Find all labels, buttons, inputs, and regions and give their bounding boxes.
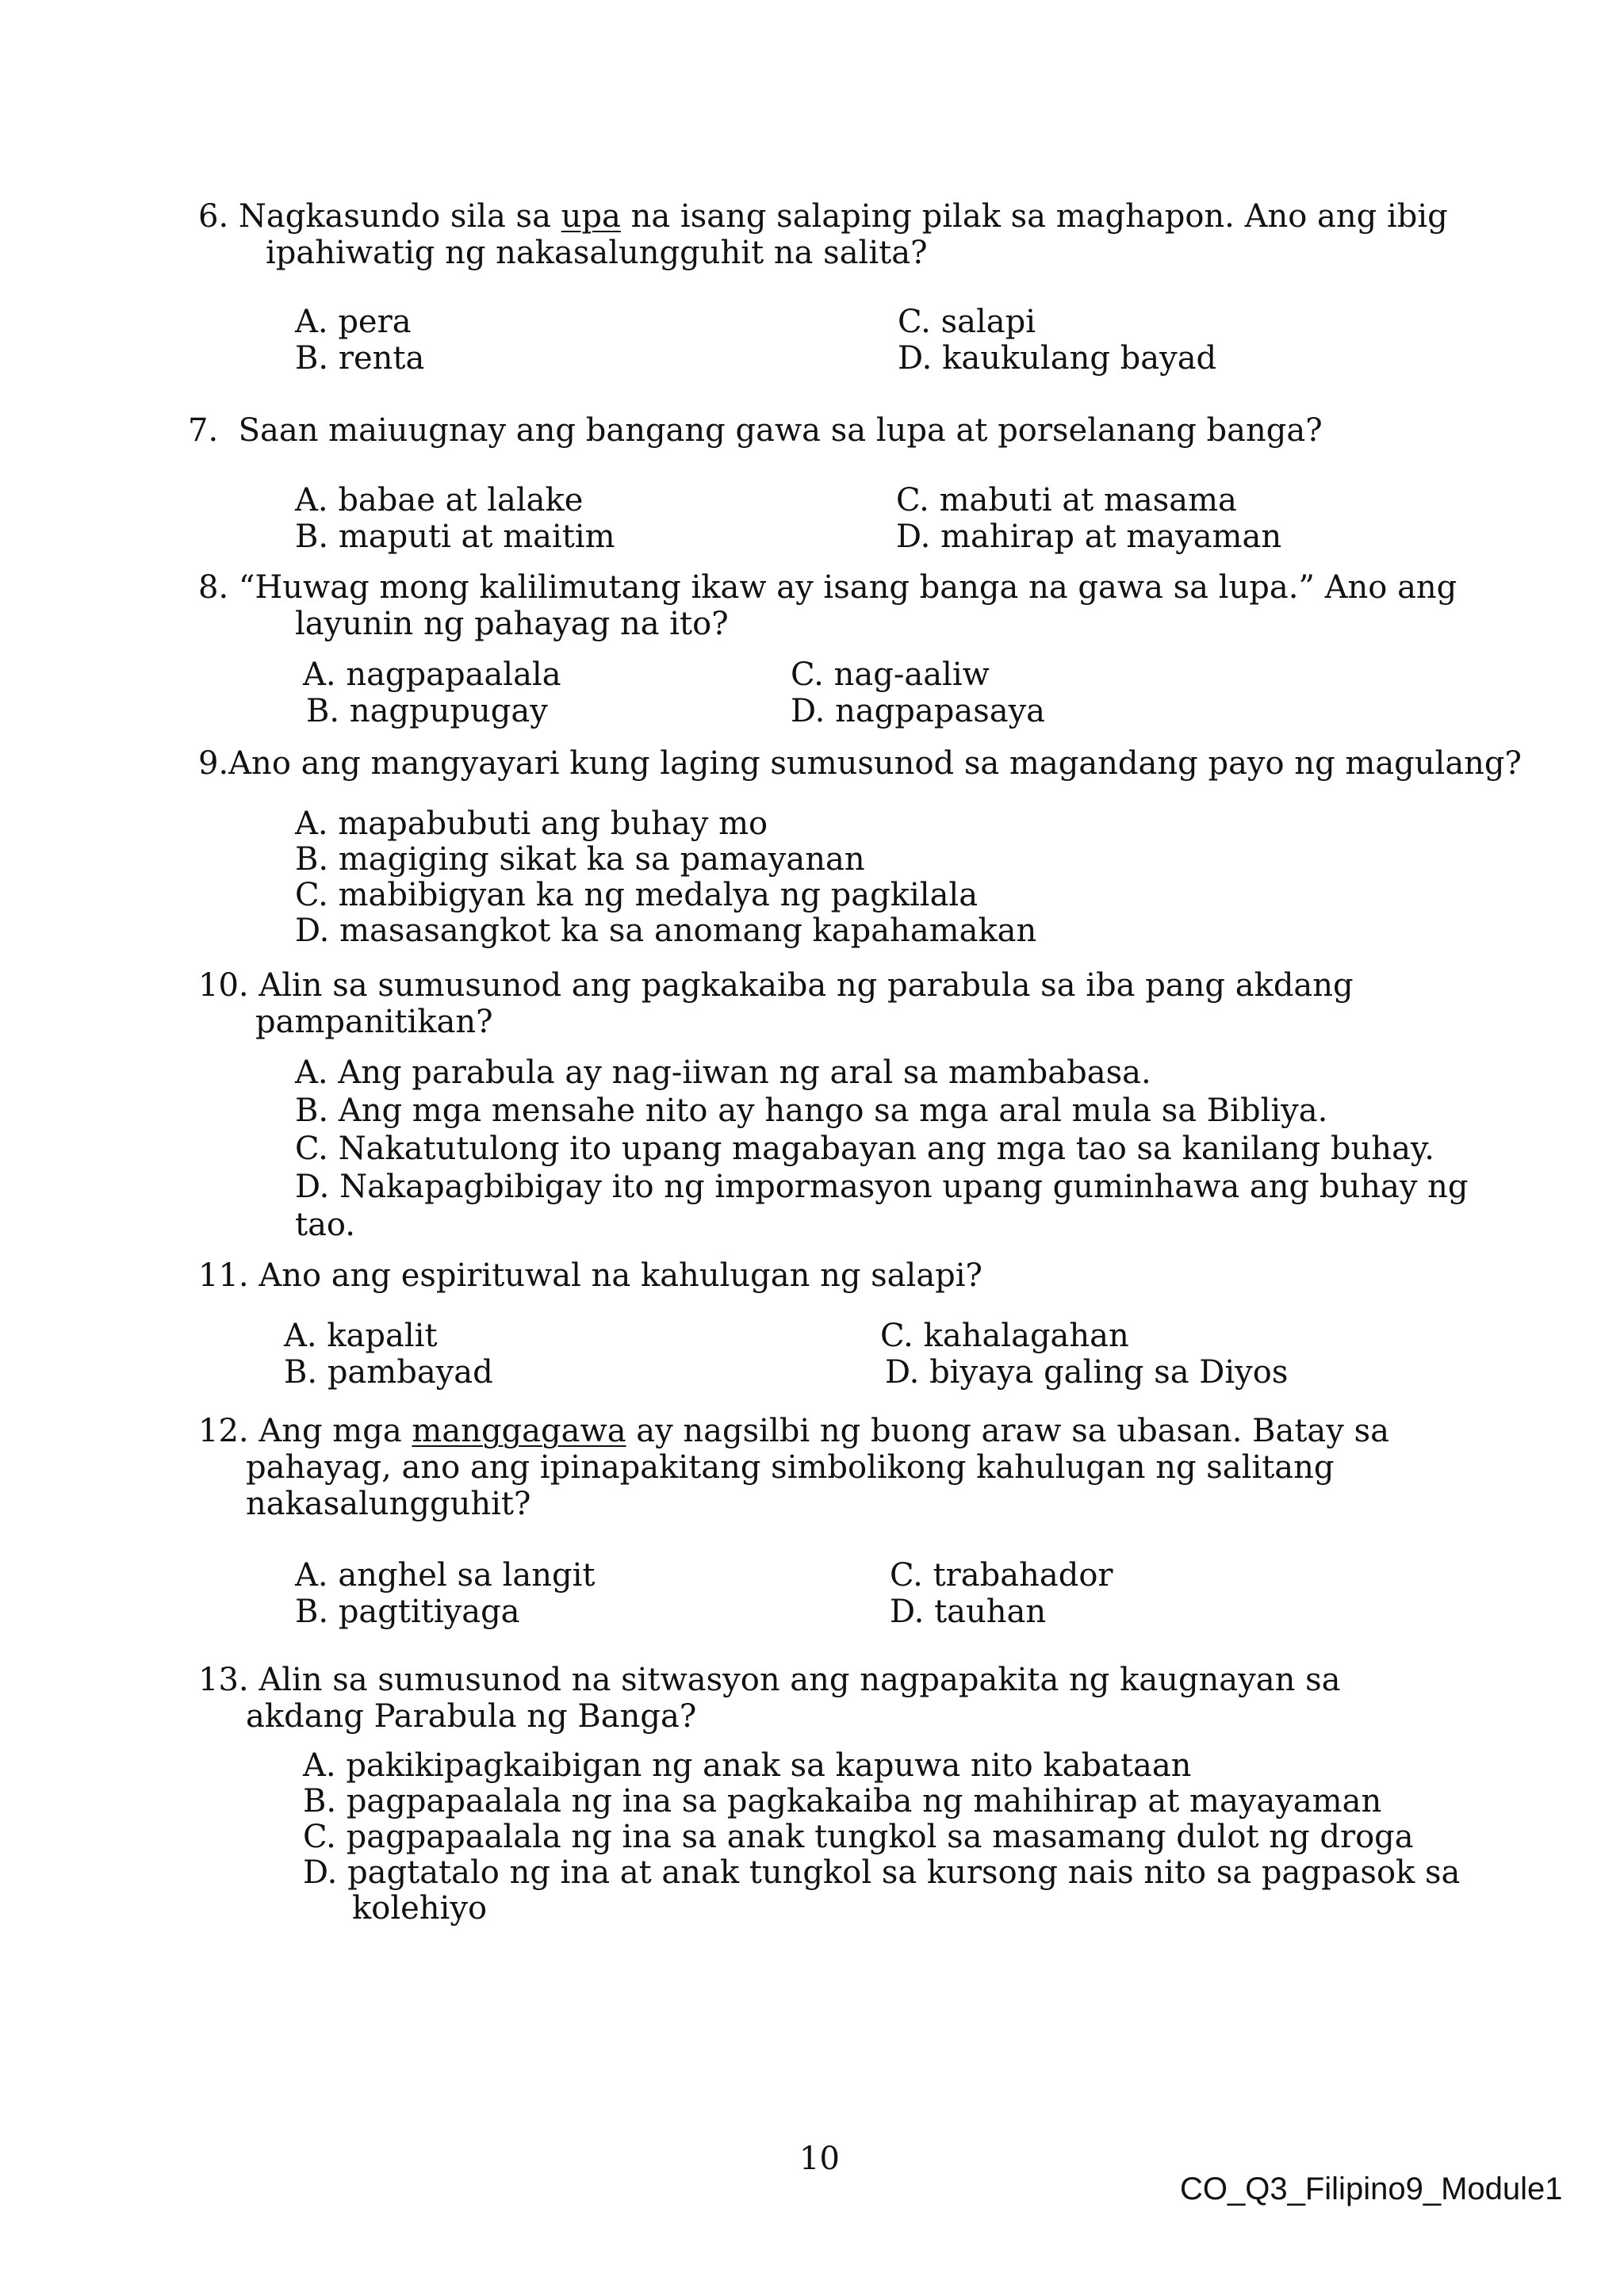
- question-8-line-1: [198, 569, 1457, 606]
- question-13-choice-c: C. pagpapaalala ng ina sa anak tungkol sa masamang dulot ng droga: [303, 1819, 1414, 1855]
- question-6-choice-a: A. pera: [295, 304, 412, 340]
- question-13-line-2: akdang Parabula ng Banga?: [246, 1698, 697, 1735]
- question-11-choice-d: D. biyaya galing sa Diyos: [885, 1354, 1289, 1391]
- question-7-choice-b: B. maputi at maitim: [295, 519, 615, 555]
- question-6-line-1: [198, 198, 1448, 235]
- question-9-text: 9.Ano ang mangyayari kung laging sumusunod sa magandang payo ng magulang?: [198, 745, 1522, 782]
- question-13-line-1: 13. Alin sa sumusunod na sitwasyon ang nagpapakita ng kaugnayan sa: [198, 1662, 1341, 1698]
- question-8-choice-c: C. nag-aaliw: [791, 656, 990, 693]
- module-code: CO_Q3_Filipino9_Module1: [1180, 2172, 1563, 2206]
- question-12-choice-c: C. trabahador: [890, 1557, 1113, 1594]
- question-6-choice-c: C. salapi: [898, 304, 1036, 340]
- question-12-line-1: [198, 1413, 1389, 1449]
- question-8-text: “Huwag mong kalilimutang ikaw ay isang banga na gawa sa lupa.” Ano ang: [238, 569, 1457, 606]
- question-11-text: 11. Ano ang espirituwal na kahulugan ng salapi?: [198, 1257, 983, 1294]
- question-6-text-end: na isang salaping pilak sa maghapon. Ano ang ibig: [620, 198, 1448, 235]
- question-8-line-2: layunin ng pahayag na ito?: [295, 606, 729, 642]
- question-11-choice-b: B. pambayad: [284, 1354, 493, 1391]
- question-11-choice-a: A. kapalit: [284, 1318, 438, 1354]
- question-11-choice-c: C. kahalagahan: [880, 1318, 1129, 1354]
- question-6-underlined-word: upa: [561, 198, 621, 235]
- question-6-choice-b: B. renta: [295, 340, 425, 377]
- question-8-number: 8.: [198, 569, 229, 606]
- question-10-line-1: 10. Alin sa sumusunod ang pagkakaiba ng parabula sa iba pang akdang: [198, 967, 1354, 1004]
- question-12-choice-b: B. pagtitiyaga: [295, 1594, 520, 1630]
- question-8-choice-d: D. nagpapasaya: [791, 693, 1046, 729]
- question-12-text-end: ay nagsilbi ng buong araw sa ubasan. Batay sa: [626, 1413, 1389, 1449]
- question-13-choice-a: A. pakikipagkaibigan ng anak sa kapuwa nito kabataan: [303, 1747, 1192, 1784]
- question-7-number: 7.: [188, 412, 219, 449]
- question-9-choice-c: C. mabibigyan ka ng medalya ng pagkilala: [295, 877, 979, 913]
- question-12-text-start: 12. Ang mga: [198, 1413, 412, 1449]
- question-7-choice-c: C. mabuti at masama: [896, 482, 1237, 519]
- question-9-choice-b: B. magiging sikat ka sa pamayanan: [295, 841, 865, 878]
- question-10-choice-c: C. Nakatutulong ito upang magabayan ang mga tao sa kanilang buhay.: [295, 1131, 1434, 1167]
- question-10-choice-b: B. Ang mga mensahe nito ay hango sa mga aral mula sa Bibliya.: [295, 1093, 1328, 1129]
- page-number: 10: [799, 2141, 840, 2177]
- question-7-choice-a: A. babae at lalake: [295, 482, 584, 519]
- question-6-choice-d: D. kaukulang bayad: [898, 340, 1217, 377]
- question-6-text-start: Nagkasundo sila sa: [238, 198, 561, 235]
- question-12-choice-a: A. anghel sa langit: [295, 1557, 596, 1594]
- question-6-number: 6.: [198, 198, 229, 235]
- question-10-choice-d-continued: tao.: [295, 1207, 356, 1243]
- question-10-line-2: pampanitikan?: [255, 1004, 493, 1040]
- question-10-choice-d: D. Nakapagbibigay ito ng impormasyon upang guminhawa ang buhay ng: [295, 1169, 1469, 1205]
- question-9-choice-d: D. masasangkot ka sa anomang kapahamakan: [295, 913, 1037, 949]
- question-8-choice-b: B. nagpupugay: [306, 693, 548, 729]
- question-12-underlined-word: manggagawa: [412, 1413, 626, 1449]
- question-7-choice-d: D. mahirap at mayaman: [896, 519, 1282, 555]
- question-7-line: [188, 412, 1323, 449]
- question-7-text: Saan maiuugnay ang bangang gawa sa lupa at porselanang banga?: [238, 412, 1323, 449]
- question-6-line-2: ipahiwatig ng nakasalungguhit na salita?: [266, 235, 928, 271]
- question-12-line-3: nakasalungguhit?: [246, 1486, 531, 1522]
- question-12-line-2: pahayag, ano ang ipinapakitang simbolikong kahulugan ng salitang: [246, 1449, 1335, 1486]
- question-8-choice-a: A. nagpapaalala: [303, 656, 561, 693]
- question-12-choice-d: D. tauhan: [890, 1594, 1047, 1630]
- question-13-choice-b: B. pagpapaalala ng ina sa pagkakaiba ng mahihirap at mayayaman: [303, 1783, 1382, 1820]
- question-9-choice-a: A. mapabubuti ang buhay mo: [295, 806, 768, 842]
- question-13-choice-d-continued: kolehiyo: [352, 1890, 488, 1927]
- question-10-choice-a: A. Ang parabula ay nag-iiwan ng aral sa mambabasa.: [295, 1054, 1151, 1091]
- question-13-choice-d: D. pagtatalo ng ina at anak tungkol sa kursong nais nito sa pagpasok sa: [303, 1854, 1461, 1891]
